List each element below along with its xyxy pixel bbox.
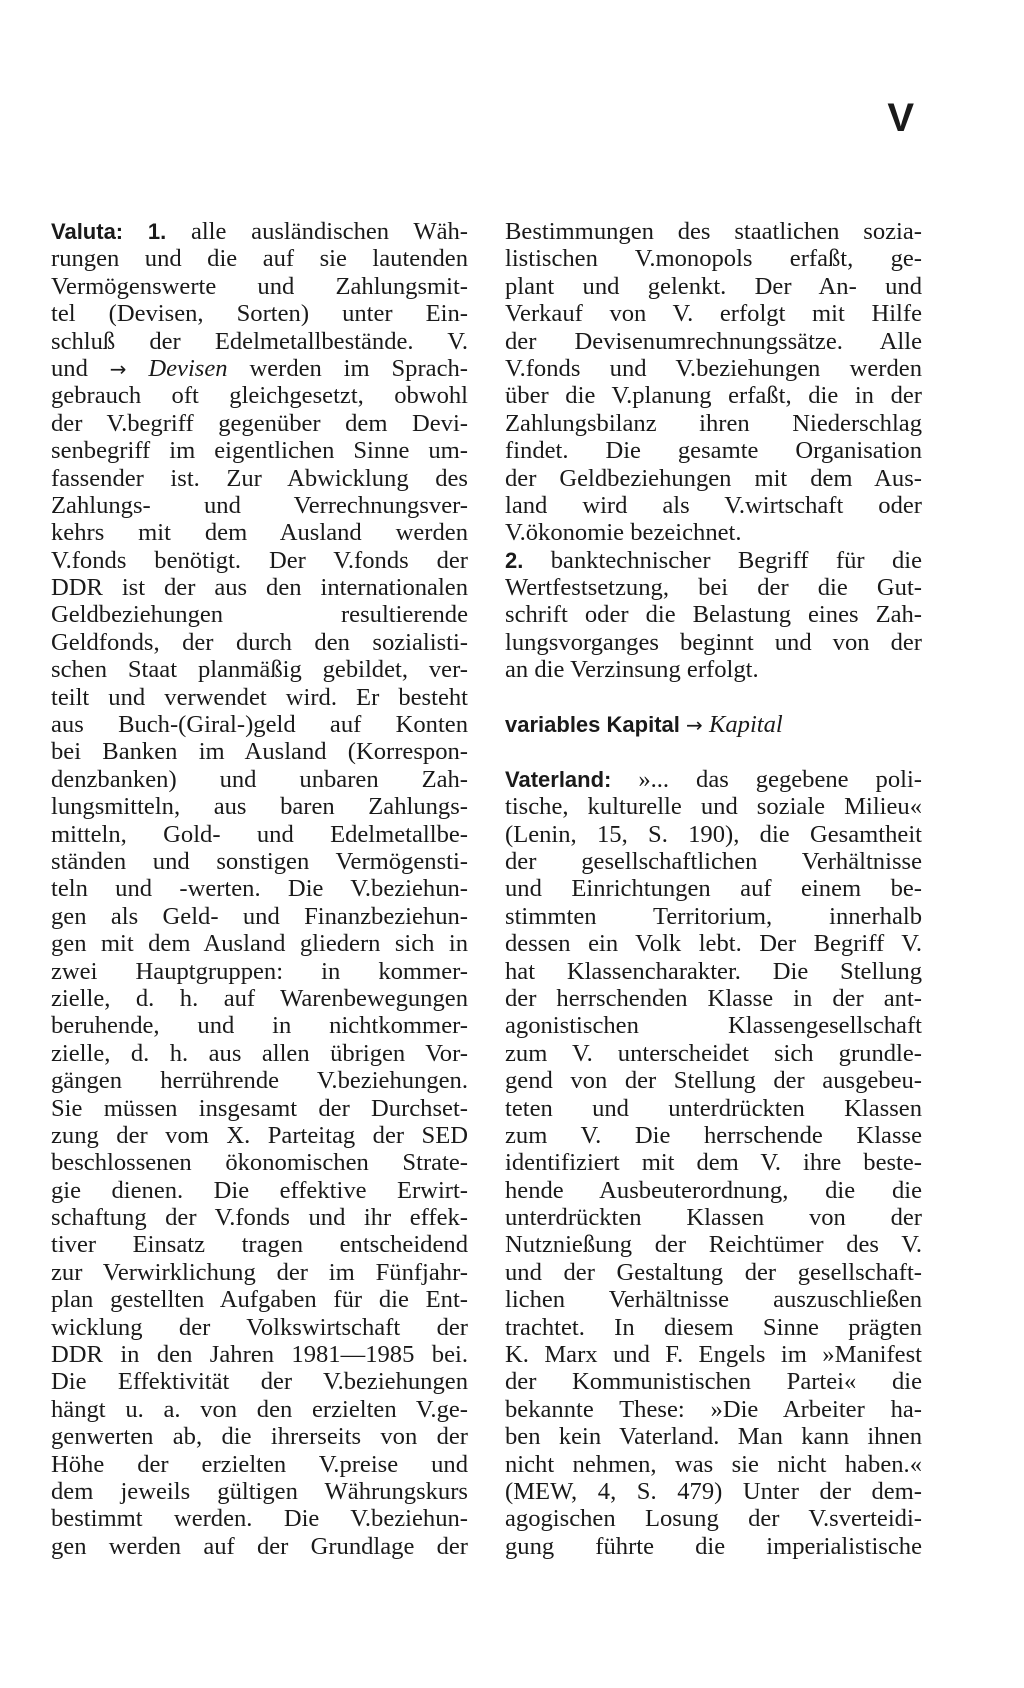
text-line: zielle, d. h. auf Warenbewegungen xyxy=(51,984,468,1012)
sense-2-first-line xyxy=(505,547,922,574)
text-line: bei Banken im Ausland (Korrespon- xyxy=(51,738,468,766)
entry-variables-kapital xyxy=(505,711,922,738)
cross-reference-kapital: Kapital xyxy=(708,711,783,739)
text-line: gen als Geld- und Finanzbeziehun- xyxy=(51,902,468,930)
text-line: V.ökonomie bezeichnet. xyxy=(505,519,742,547)
text-line: Sie müssen insgesamt der Durchset- xyxy=(51,1094,468,1122)
text-line: tische, kulturelle und soziale Milieu« xyxy=(505,793,922,821)
text-line: DDR ist der aus den internationalen xyxy=(51,574,468,602)
text-line: plant und gelenkt. Der An- und xyxy=(505,272,922,300)
text-line: V.fonds und V.beziehungen werden xyxy=(505,354,922,382)
text-line: »... das gegebene poli- xyxy=(638,765,922,793)
text-line: Geldfonds, der durch den sozialisti- xyxy=(51,628,468,656)
text-line: findet. Die gesamte Organisation xyxy=(505,437,922,465)
text-line: der gesellschaftlichen Verhältnisse xyxy=(505,847,922,875)
text-line: hende Ausbeuterordnung, die die xyxy=(505,1176,922,1204)
text-line: rungen und die auf sie lautenden xyxy=(51,245,468,273)
headword-valuta: Valuta: xyxy=(51,219,124,244)
text-fragment: und xyxy=(51,354,88,382)
text-line: tiver Einsatz tragen entscheidend xyxy=(51,1231,468,1259)
text-line: gung führte die imperialistische xyxy=(505,1532,922,1560)
page-section-letter: V xyxy=(887,96,914,140)
text-line: lungsvorganges beginnt und von der xyxy=(505,628,922,656)
text-line: an die Verzinsung erfolgt. xyxy=(505,656,759,684)
entry-valuta-first-line xyxy=(51,218,468,245)
cross-reference-devisen: Devisen xyxy=(148,354,228,382)
text-line: lungsmitteln, aus baren Zahlungs- xyxy=(51,793,468,821)
text-line: lichen Verhältnisse auszuschließen xyxy=(505,1286,922,1314)
text-line: gängen herrührende V.beziehungen. xyxy=(51,1067,468,1095)
entry-valuta-body xyxy=(51,245,468,1560)
text-line: schen Staat planmäßig gebildet, ver- xyxy=(51,656,468,684)
text-line: bestimmt werden. Die V.beziehun- xyxy=(51,1505,468,1533)
text-line: der Devisenumrechnungssätze. Alle xyxy=(505,327,922,355)
text-line: Höhe der erzielten V.preise und xyxy=(51,1450,468,1478)
headword-variables-kapital: variables Kapital xyxy=(505,712,680,738)
text-line: K. Marx und F. Engels im »Manifest xyxy=(505,1341,922,1369)
text-line: dem jeweils gültigen Währungskurs xyxy=(51,1477,468,1505)
text-line: zum V. Die herrschende Klasse xyxy=(505,1121,922,1149)
text-line: der herrschenden Klasse in der ant- xyxy=(505,984,922,1012)
text-line: und der Gestaltung der gesellschaft- xyxy=(505,1258,922,1286)
headword-vaterland: Vaterland: xyxy=(505,766,612,792)
text-line: plan gestellten Aufgaben für die Ent- xyxy=(51,1286,468,1314)
text-line: ben kein Vaterland. Man kann ihnen xyxy=(505,1423,922,1451)
text-line: gen mit dem Ausland gliedern sich in xyxy=(51,930,468,958)
text-line: alle ausländischen Wäh- xyxy=(190,218,468,245)
text-line: beschlossenen ökonomischen Strate- xyxy=(51,1149,468,1177)
text-line: Wertfestsetzung, bei der die Gut- xyxy=(505,574,922,602)
text-line: senbegriff im eigentlichen Sinne um- xyxy=(51,437,468,465)
text-line: genwerten ab, die ihrerseits von der xyxy=(51,1423,468,1451)
text-line: hängt u. a. von den erzielten V.ge- xyxy=(51,1395,468,1423)
text-line: schluß der Edelmetallbestände. V. xyxy=(51,327,468,355)
left-column xyxy=(51,218,468,1560)
text-line: nicht nehmen, was sie nicht haben.« xyxy=(505,1450,922,1478)
text-line: tel (Devisen, Sorten) unter Ein- xyxy=(51,300,468,328)
text-line: gend von der Stellung der ausgebeu- xyxy=(505,1067,922,1095)
right-column xyxy=(505,218,922,1560)
text-line: zur Verwirklichung der im Fünfjahr- xyxy=(51,1258,468,1286)
text-line: trachtet. In diesem Sinne prägten xyxy=(505,1313,922,1341)
text-line: land wird als V.wirtschaft oder xyxy=(505,491,922,519)
cross-reference-arrow-icon: → xyxy=(686,713,703,738)
text-line: zwei Hauptgruppen: in kommer- xyxy=(51,957,468,985)
text-line: agonistischen Klassengesellschaft xyxy=(505,1012,922,1040)
text-fragment: werden im Sprach- xyxy=(249,354,468,382)
text-line: banktechnischer Begriff für die xyxy=(550,546,922,574)
text-line: identifiziert mit dem V. ihre beste- xyxy=(505,1149,922,1177)
text-line: Zahlungsbilanz ihren Niederschlag xyxy=(505,409,922,437)
text-line: gie dienen. Die effektive Erwirt- xyxy=(51,1176,468,1204)
text-line: (MEW, 4, S. 479) Unter der dem- xyxy=(505,1477,922,1505)
text-line: Geldbeziehungen resultierende xyxy=(51,601,468,629)
text-line: DDR in den Jahren 1981—1985 bei. xyxy=(51,1341,468,1369)
text-line: schaftung der V.fonds und ihr effek- xyxy=(51,1204,468,1232)
text-line: über die V.planung erfaßt, die in der xyxy=(505,382,922,410)
cross-reference-arrow-icon: → xyxy=(109,356,127,381)
text-line: gebrauch oft gleichgesetzt, obwohl xyxy=(51,382,468,410)
text-line: Bestimmungen des staatlichen sozia- xyxy=(505,218,922,245)
sense-number-2: 2. xyxy=(505,547,524,573)
text-line: denzbanken) und unbaren Zah- xyxy=(51,765,468,793)
text-line: listischen V.monopols erfaßt, ge- xyxy=(505,245,922,273)
text-line-with-cross-reference xyxy=(51,355,468,382)
text-line: fassender ist. Zur Abwicklung des xyxy=(51,464,468,492)
text-line: teten und unterdrückten Klassen xyxy=(505,1094,922,1122)
sense-number-1: 1. xyxy=(147,219,167,244)
text-line: mitteln, Gold- und Edelmetallbe- xyxy=(51,820,468,848)
text-line: schrift oder die Belastung eines Zah- xyxy=(505,601,922,629)
text-line: teilt und verwendet wird. Er besteht xyxy=(51,683,468,711)
text-line: (Lenin, 15, S. 190), die Gesamtheit xyxy=(505,820,922,848)
entry-gap xyxy=(505,738,922,765)
text-line: zung der vom X. Parteitag der SED xyxy=(51,1121,468,1149)
entry-vaterland-first-line xyxy=(505,766,922,793)
text-line: unterdrückten Klassen von der xyxy=(505,1204,922,1232)
text-line: agogischen Losung der V.sverteidi- xyxy=(505,1505,922,1533)
text-line: Zahlungs- und Verrechnungsver- xyxy=(51,491,468,519)
text-line: aus Buch-(Giral-)geld auf Konten xyxy=(51,711,468,739)
text-line: stimmten Territorium, innerhalb xyxy=(505,902,922,930)
text-line: bekannte These: »Die Arbeiter ha- xyxy=(505,1395,922,1423)
text-line: der Kommunistischen Partei« die xyxy=(505,1368,922,1396)
text-line: zielle, d. h. aus allen übrigen Vor- xyxy=(51,1039,468,1067)
sense-2-body xyxy=(505,574,922,684)
entry-valuta-continuation xyxy=(505,218,922,547)
text-line: und Einrichtungen auf einem be- xyxy=(505,875,922,903)
text-line: Die Effektivität der V.beziehungen xyxy=(51,1368,468,1396)
text-line: teln und -werten. Die V.beziehun- xyxy=(51,875,468,903)
text-line: beruhende, und in nichtkommer- xyxy=(51,1012,468,1040)
text-line: gen werden auf der Grundlage der xyxy=(51,1532,468,1560)
text-line: wicklung der Volkswirtschaft der xyxy=(51,1313,468,1341)
text-line: der V.begriff gegenüber dem Devi- xyxy=(51,409,468,437)
text-line: dessen ein Volk lebt. Der Begriff V. xyxy=(505,930,922,958)
text-line: V.fonds benötigt. Der V.fonds der xyxy=(51,546,468,574)
text-line: der Geldbeziehungen mit dem Aus- xyxy=(505,464,922,492)
text-line: Nutznießung der Reichtümer des V. xyxy=(505,1231,922,1259)
text-line: Verkauf von V. erfolgt mit Hilfe xyxy=(505,300,922,328)
text-line: kehrs mit dem Ausland werden xyxy=(51,519,468,547)
text-line: Vermögenswerte und Zahlungsmit- xyxy=(51,272,468,300)
text-line: ständen und sonstigen Vermögensti- xyxy=(51,847,468,875)
text-line: zum V. unterscheidet sich grundle- xyxy=(505,1039,922,1067)
entry-vaterland-body xyxy=(505,793,922,1560)
text-line: hat Klassencharakter. Die Stellung xyxy=(505,957,922,985)
entry-gap xyxy=(505,684,922,711)
